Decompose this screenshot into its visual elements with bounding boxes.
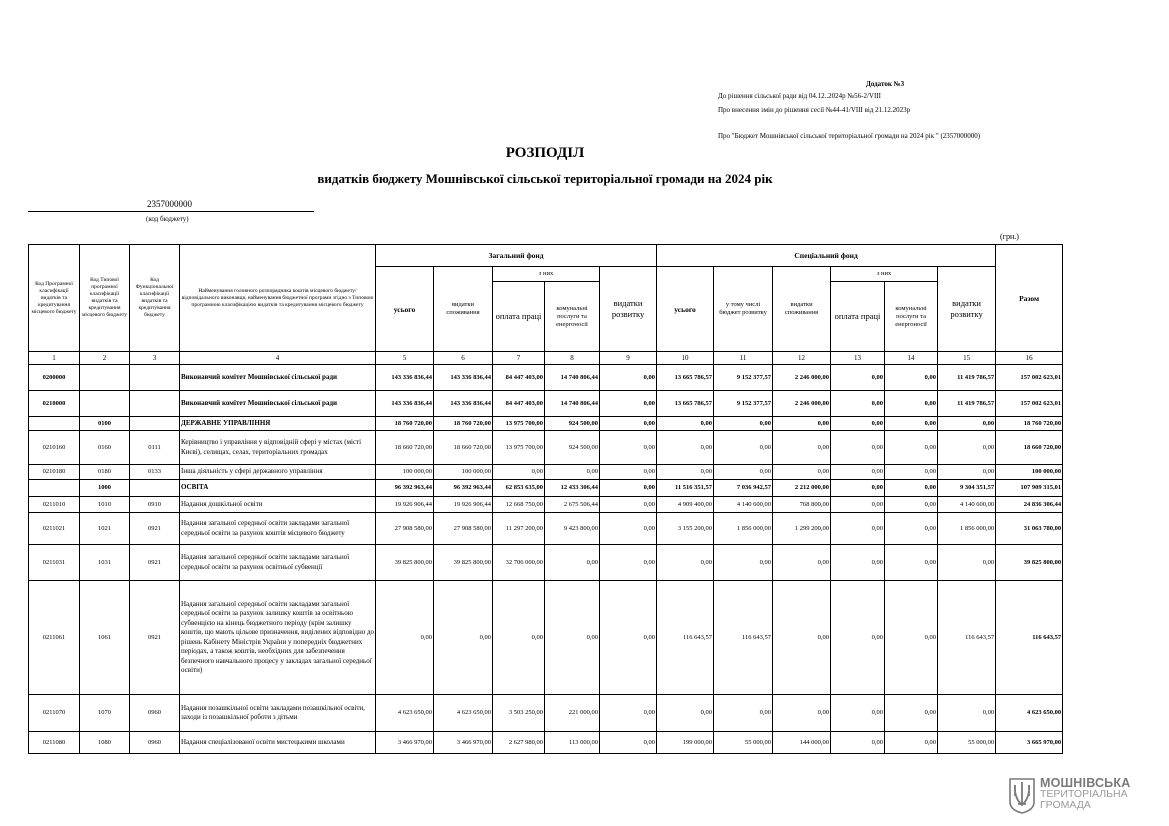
functional-code-cell: 0111 [130, 431, 180, 465]
amount-cell: 0,00 [938, 545, 996, 581]
functional-code-cell: 0921 [130, 513, 180, 545]
name-cell: Надання спеціалізованої освіти мистецькими школами [180, 732, 376, 754]
name-cell: Інша діяльність у сфері державного управління [180, 465, 376, 480]
functional-code-cell: 0960 [130, 732, 180, 754]
column-number: 11 [714, 352, 773, 365]
functional-code-cell: 0133 [130, 465, 180, 480]
typical-code-cell: 1021 [80, 513, 130, 545]
amount-cell: 12 433 306,44 [545, 480, 600, 497]
typical-code-cell [80, 391, 130, 417]
amount-cell: 18 660 720,00 [434, 431, 493, 465]
amount-cell: 13 665 786,57 [657, 391, 714, 417]
decision-reference: До рішення сільської ради від 04.12..2024р №56-2/VIII [718, 92, 881, 100]
amount-cell: 0,00 [600, 497, 657, 513]
amount-cell: 14 740 806,44 [545, 391, 600, 417]
header-special-development: видатки розвитку [938, 267, 996, 352]
program-code-cell: 0210000 [29, 391, 80, 417]
program-code-cell: 0210160 [29, 431, 80, 465]
amount-cell: 2 627 980,00 [493, 732, 545, 754]
header-general-consumption: видатки споживання [434, 267, 493, 352]
amount-cell: 0,00 [831, 431, 885, 465]
header-special-of-which: з них [831, 267, 938, 282]
typical-code-cell: 0100 [80, 417, 130, 431]
amount-cell: 143 336 836,44 [434, 391, 493, 417]
amount-cell: 96 392 963,44 [376, 480, 434, 497]
amount-cell: 0,00 [657, 431, 714, 465]
program-code-cell: 0210180 [29, 465, 80, 480]
amount-cell: 113 000,00 [545, 732, 600, 754]
expenditure-table [28, 244, 1063, 754]
amount-cell: 0,00 [600, 480, 657, 497]
amount-cell: 0,00 [885, 581, 938, 695]
name-cell: Керівництво і управління у відповідній сфері у містах (місті Києві), селищах, селах, територіальних громадах [180, 431, 376, 465]
amount-cell: 0,00 [831, 365, 885, 391]
amount-cell: 1 856 000,00 [938, 513, 996, 545]
header-program-code: Код Програмної класифікації видатків та кредитування місцевого бюджету [29, 245, 80, 352]
trident-icon [1008, 776, 1036, 814]
typical-code-cell: 1070 [80, 695, 130, 732]
total-cell: 31 063 780,00 [996, 513, 1063, 545]
amount-cell: 0,00 [885, 497, 938, 513]
amount-cell: 11 297 200,00 [493, 513, 545, 545]
table-row [29, 465, 1063, 480]
amount-cell: 0,00 [714, 431, 773, 465]
amount-cell: 9 152 377,57 [714, 365, 773, 391]
typical-code-cell: 1010 [80, 497, 130, 513]
document-title: РОЗПОДІЛ [505, 145, 585, 161]
typical-code-cell: 1000 [80, 480, 130, 497]
amount-cell: 143 336 836,44 [376, 391, 434, 417]
total-cell: 24 836 306,44 [996, 497, 1063, 513]
amount-cell: 0,00 [831, 497, 885, 513]
header-total: Разом [996, 245, 1063, 352]
amount-cell: 0,00 [938, 431, 996, 465]
amount-cell: 96 392 963,44 [434, 480, 493, 497]
amount-cell: 55 000,00 [938, 732, 996, 754]
name-cell: Надання загальної середньої освіти закладами загальної середньої освіти за рахунок коштів місцевого бюджету [180, 513, 376, 545]
amount-cell: 0,00 [714, 465, 773, 480]
table-row [29, 581, 1063, 695]
amount-cell: 0,00 [493, 581, 545, 695]
amount-cell: 0,00 [600, 545, 657, 581]
amount-cell: 0,00 [831, 391, 885, 417]
logo-line-3: ГРОМАДА [1040, 799, 1091, 811]
amount-cell: 1 856 000,00 [714, 513, 773, 545]
amount-cell: 0,00 [773, 417, 831, 431]
amount-cell: 32 706 000,00 [493, 545, 545, 581]
column-number: 6 [434, 352, 493, 365]
amount-cell: 0,00 [773, 465, 831, 480]
amount-cell: 3 466 970,00 [376, 732, 434, 754]
table-row [29, 480, 1063, 497]
header-name: Найменування головного розпорядника коштів місцевого бюджету/ відповідального виконавця, найменування бюджетної програми згідно з Типовою програмною класифікацією видатків та кредитування місцевого бюджету [180, 245, 376, 352]
amount-cell: 2 212 000,00 [773, 480, 831, 497]
amount-cell: 768 800,00 [773, 497, 831, 513]
amount-cell: 62 853 635,00 [493, 480, 545, 497]
amount-cell: 11 419 786,57 [938, 365, 996, 391]
amount-cell: 0,00 [831, 732, 885, 754]
amount-cell: 0,00 [885, 480, 938, 497]
amount-cell: 0,00 [657, 465, 714, 480]
program-code-cell [29, 480, 80, 497]
amount-cell: 144 000,00 [773, 732, 831, 754]
header-general-development: видатки розвитку [600, 267, 657, 352]
amount-cell: 199 000,00 [657, 732, 714, 754]
header-special-dev-budget: у тому числі бюджет розвитку [714, 267, 773, 352]
typical-code-cell: 1080 [80, 732, 130, 754]
header-general-fund: Загальний фонд [376, 245, 657, 267]
amount-cell: 116 643,57 [657, 581, 714, 695]
amount-cell: 27 908 580,00 [376, 513, 434, 545]
amount-cell: 18 760 720,00 [434, 417, 493, 431]
appendix-title: Додаток №3 [866, 80, 905, 88]
name-cell: Виконавчий комітет Мошнівської сільської ради [180, 365, 376, 391]
program-code-cell: 0200000 [29, 365, 80, 391]
column-number: 14 [885, 352, 938, 365]
column-number: 10 [657, 352, 714, 365]
amount-cell: 116 643,57 [714, 581, 773, 695]
amount-cell: 0,00 [714, 417, 773, 431]
table-row [29, 365, 1063, 391]
total-cell: 107 909 315,01 [996, 480, 1063, 497]
amount-cell: 4 909 400,00 [657, 497, 714, 513]
amount-cell: 0,00 [493, 465, 545, 480]
amount-cell: 0,00 [600, 581, 657, 695]
amount-cell: 0,00 [600, 431, 657, 465]
amount-cell: 0,00 [773, 431, 831, 465]
typical-code-cell: 1061 [80, 581, 130, 695]
program-code-cell: 0211080 [29, 732, 80, 754]
total-cell: 39 825 800,00 [996, 545, 1063, 581]
amount-cell: 0,00 [831, 513, 885, 545]
column-number: 4 [180, 352, 376, 365]
amount-cell: 0,00 [831, 695, 885, 732]
program-code-cell [29, 417, 80, 431]
amount-cell: 0,00 [885, 431, 938, 465]
name-cell: Надання загальної середньої освіти закладами загальної середньої освіти за рахунок залишку коштів за освітньою субвенцією на кінець бюджетного періоду (крім залишку коштів, що мають цільове призначення, виділених відповідно до рішень Кабінету Міністрів України у попередніх бюджетних періодах, а також коштів, необхідних для забезпечення безпечного навчального процесу у закладах загальної середньої освіти) [180, 581, 376, 695]
table-row [29, 545, 1063, 581]
total-cell: 100 000,00 [996, 465, 1063, 480]
table-row [29, 417, 1063, 431]
amount-cell: 0,00 [600, 732, 657, 754]
typical-code-cell: 1031 [80, 545, 130, 581]
amount-cell: 0,00 [714, 695, 773, 732]
header-special-all: усього [657, 267, 714, 352]
table-row [29, 391, 1063, 417]
amount-cell: 0,00 [773, 545, 831, 581]
amount-cell: 0,00 [831, 581, 885, 695]
column-number: 2 [80, 352, 130, 365]
amount-cell: 0,00 [600, 391, 657, 417]
amount-cell: 4 623 650,00 [376, 695, 434, 732]
amount-cell: 19 926 906,44 [376, 497, 434, 513]
functional-code-cell [130, 391, 180, 417]
amount-cell: 0,00 [885, 695, 938, 732]
name-cell: Надання загальної середньої освіти закладами загальної середньої освіти за рахунок освітньої субвенції [180, 545, 376, 581]
amount-cell: 0,00 [545, 465, 600, 480]
column-number: 12 [773, 352, 831, 365]
budget-code-caption: (код бюджету) [146, 215, 189, 223]
amount-cell: 0,00 [938, 465, 996, 480]
column-number: 16 [996, 352, 1063, 365]
amount-cell: 143 336 836,44 [376, 365, 434, 391]
amount-cell: 13 975 700,00 [493, 417, 545, 431]
table-row [29, 732, 1063, 754]
amount-cell: 9 423 800,00 [545, 513, 600, 545]
header-special-utilities: комунальні послуги та енергоносії [885, 282, 938, 352]
amount-cell: 116 643,57 [938, 581, 996, 695]
amount-cell: 143 336 836,44 [434, 365, 493, 391]
amount-cell: 0,00 [773, 581, 831, 695]
amount-cell: 0,00 [938, 695, 996, 732]
amount-cell: 14 740 806,44 [545, 365, 600, 391]
amount-cell: 12 668 750,00 [493, 497, 545, 513]
amount-cell: 0,00 [885, 391, 938, 417]
budget-code: 2357000000 [147, 199, 192, 209]
logo-line-2a: ТЕРИТОРІАЛЬНА [1040, 788, 1128, 800]
amount-cell: 1 299 200,00 [773, 513, 831, 545]
table-row [29, 497, 1063, 513]
amount-cell: 0,00 [545, 581, 600, 695]
amount-cell: 0,00 [885, 732, 938, 754]
community-logo [1008, 774, 1158, 816]
column-number: 7 [493, 352, 545, 365]
amount-cell: 39 825 800,00 [376, 545, 434, 581]
amount-cell: 3 503 250,00 [493, 695, 545, 732]
amount-cell: 0,00 [938, 417, 996, 431]
amount-cell: 2 246 000,00 [773, 391, 831, 417]
amount-cell: 2 675 506,44 [545, 497, 600, 513]
header-general-salary: оплата праці [493, 282, 545, 352]
amount-cell: 0,00 [885, 545, 938, 581]
column-number-row [29, 352, 1063, 365]
amount-cell: 0,00 [773, 695, 831, 732]
amount-cell: 4 623 650,00 [434, 695, 493, 732]
name-cell: Надання дошкільної освіти [180, 497, 376, 513]
document-subtitle: видатків бюджету Мошнівської сільської територіальної громади на 2024 рік [317, 171, 773, 186]
amount-cell: 0,00 [600, 695, 657, 732]
amount-cell: 3 466 970,00 [434, 732, 493, 754]
total-cell: 3 665 970,00 [996, 732, 1063, 754]
amount-cell: 924 500,00 [545, 417, 600, 431]
total-cell: 4 623 650,00 [996, 695, 1063, 732]
total-cell: 18 760 720,00 [996, 417, 1063, 431]
amount-cell: 0,00 [831, 417, 885, 431]
amount-cell: 0,00 [600, 417, 657, 431]
amount-cell: 84 447 403,00 [493, 365, 545, 391]
amount-cell: 13 975 700,00 [493, 431, 545, 465]
amount-cell: 0,00 [545, 545, 600, 581]
amount-cell: 0,00 [831, 465, 885, 480]
amount-cell: 924 500,00 [545, 431, 600, 465]
functional-code-cell [130, 480, 180, 497]
functional-code-cell: 0960 [130, 695, 180, 732]
amount-cell: 0,00 [434, 581, 493, 695]
total-cell: 18 660 720,00 [996, 431, 1063, 465]
column-number: 15 [938, 352, 996, 365]
program-code-cell: 0211031 [29, 545, 80, 581]
amount-cell: 4 140 600,00 [938, 497, 996, 513]
amount-cell: 3 155 200,00 [657, 513, 714, 545]
typical-code-cell: 0180 [80, 465, 130, 480]
total-cell: 116 643,57 [996, 581, 1063, 695]
program-code-cell: 0211070 [29, 695, 80, 732]
header-typical-code: Код Типової програмної класифікації видатків та кредитування місцевого бюджету [80, 245, 130, 352]
name-cell: ОСВІТА [180, 480, 376, 497]
amount-cell: 55 000,00 [714, 732, 773, 754]
amount-cell: 7 036 942,57 [714, 480, 773, 497]
amount-cell: 27 908 580,00 [434, 513, 493, 545]
amount-cell: 0,00 [600, 365, 657, 391]
header-special-salary: оплата праці [831, 282, 885, 352]
amount-cell: 0,00 [885, 417, 938, 431]
amount-cell: 100 000,00 [434, 465, 493, 480]
name-cell: Надання позашкільної освіти закладами позашкільної освіти, заходи із позашкільної роботи з дітьми [180, 695, 376, 732]
amount-cell: 0,00 [831, 480, 885, 497]
amount-cell: 19 926 906,44 [434, 497, 493, 513]
name-cell: ДЕРЖАВНЕ УПРАВЛІННЯ [180, 417, 376, 431]
amount-cell: 0,00 [885, 513, 938, 545]
column-number: 8 [545, 352, 600, 365]
column-number: 3 [130, 352, 180, 365]
table-body [29, 365, 1063, 754]
amount-cell: 0,00 [600, 465, 657, 480]
total-cell: 157 002 623,01 [996, 365, 1063, 391]
amount-cell: 9 152 377,57 [714, 391, 773, 417]
amount-cell: 0,00 [657, 545, 714, 581]
program-code-cell: 0211061 [29, 581, 80, 695]
functional-code-cell: 0910 [130, 497, 180, 513]
amount-cell: 0,00 [600, 513, 657, 545]
amount-cell: 9 304 351,57 [938, 480, 996, 497]
amount-cell: 84 447 403,00 [493, 391, 545, 417]
header-special-fund: Спеціальний фонд [657, 245, 996, 267]
currency-unit: (грн.) [1000, 232, 1019, 241]
amount-cell: 0,00 [885, 465, 938, 480]
table-row [29, 431, 1063, 465]
budget-code-underline [28, 211, 314, 212]
typical-code-cell: 0160 [80, 431, 130, 465]
functional-code-cell [130, 417, 180, 431]
column-number: 1 [29, 352, 80, 365]
column-number: 9 [600, 352, 657, 365]
amount-cell: 0,00 [376, 581, 434, 695]
amount-cell: 4 140 600,00 [714, 497, 773, 513]
amount-cell: 221 000,00 [545, 695, 600, 732]
amount-cell: 11 419 786,57 [938, 391, 996, 417]
amount-cell: 0,00 [657, 695, 714, 732]
amount-cell: 0,00 [831, 545, 885, 581]
table-row [29, 695, 1063, 732]
program-code-cell: 0211010 [29, 497, 80, 513]
table-row [29, 513, 1063, 545]
functional-code-cell [130, 365, 180, 391]
total-cell: 157 002 623,01 [996, 391, 1063, 417]
amount-cell: 0,00 [657, 417, 714, 431]
header-functional-code: Код Функціональної класифікації видатків та кредитування бюджету [130, 245, 180, 352]
typical-code-cell [80, 365, 130, 391]
program-code-cell: 0211021 [29, 513, 80, 545]
header-general-utilities: комунальні послуги та енергоносії [545, 282, 600, 352]
table-header [29, 245, 1063, 365]
header-special-consumption: видатки споживання [773, 267, 831, 352]
amount-cell: 18 660 720,00 [376, 431, 434, 465]
amount-cell: 0,00 [885, 365, 938, 391]
changes-reference: Про внесення змін до рішення сесії №44-41/VIII від 21.12.2023р [718, 106, 911, 114]
budget-decision-reference: Про "Бюджет Мошнівської сільської територіальної громади на 2024 рік " (2357000000) [718, 132, 981, 140]
amount-cell: 13 665 786,57 [657, 365, 714, 391]
amount-cell: 18 760 720,00 [376, 417, 434, 431]
header-general-all: усього [376, 267, 434, 352]
amount-cell: 39 825 800,00 [434, 545, 493, 581]
column-number: 5 [376, 352, 434, 365]
amount-cell: 0,00 [714, 545, 773, 581]
name-cell: Виконавчий комітет Мошнівської сільської ради [180, 391, 376, 417]
functional-code-cell: 0921 [130, 545, 180, 581]
logo-line-1: МОШНІВСЬКА [1040, 776, 1131, 790]
column-number: 13 [831, 352, 885, 365]
logo-line-2 [1040, 789, 1128, 811]
header-general-of-which: з них [493, 267, 600, 282]
functional-code-cell: 0921 [130, 581, 180, 695]
amount-cell: 11 516 351,57 [657, 480, 714, 497]
amount-cell: 100 000,00 [376, 465, 434, 480]
amount-cell: 2 246 000,00 [773, 365, 831, 391]
